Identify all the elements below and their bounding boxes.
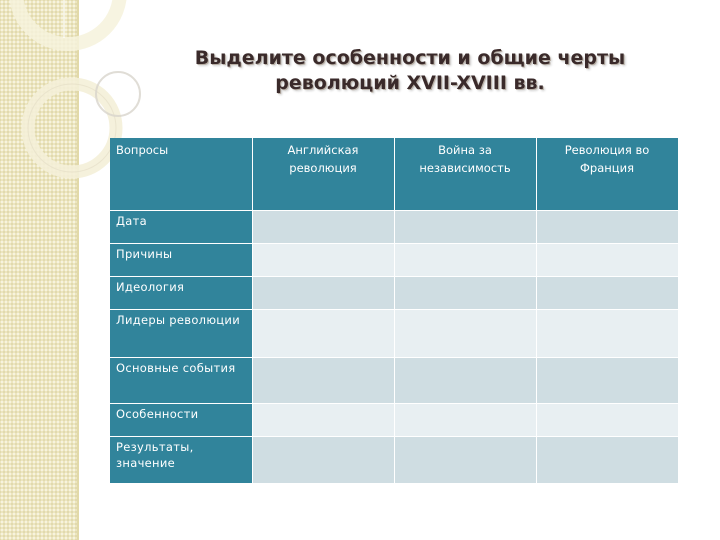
row-header-causes: Причины (110, 244, 252, 277)
row-header-results: Результаты, значение (110, 437, 252, 484)
column-header-english-revolution: Английская революция (252, 138, 394, 211)
table-row (110, 437, 678, 484)
row-header-ideology: Идеология (110, 277, 252, 310)
table-cell (394, 310, 536, 358)
table-cell (536, 358, 678, 404)
table-cell (252, 310, 394, 358)
table-cell (536, 310, 678, 358)
table-cell (252, 211, 394, 244)
table-cell (252, 404, 394, 437)
table-cell (536, 277, 678, 310)
column-header-questions: Вопросы (110, 138, 252, 211)
table-cell (252, 437, 394, 484)
table-row (110, 404, 678, 437)
row-header-leaders: Лидеры революции (110, 310, 252, 358)
table-header-row (110, 138, 678, 211)
table-cell (536, 244, 678, 277)
table-row (110, 244, 678, 277)
table-row (110, 277, 678, 310)
row-header-features: Особенности (110, 404, 252, 437)
table-cell (394, 437, 536, 484)
table-cell (536, 211, 678, 244)
table-cell (536, 437, 678, 484)
table-cell (252, 358, 394, 404)
column-header-war-of-independence: Война за независимость (394, 138, 536, 211)
table-row (110, 310, 678, 358)
table-cell (394, 277, 536, 310)
comparison-table (110, 138, 679, 484)
slide-title (110, 46, 710, 96)
table-row (110, 211, 678, 244)
row-header-main-events: Основные события (110, 358, 252, 404)
table-cell (394, 244, 536, 277)
slide-title-line-2: революций XVII-XVIII вв. (275, 72, 545, 94)
slide-title-line-1: Выделите особенности и общие черты (194, 47, 626, 69)
table-cell (394, 404, 536, 437)
column-header-french-revolution: Революция во Франция (536, 138, 678, 211)
row-header-date: Дата (110, 211, 252, 244)
table-cell (536, 404, 678, 437)
table-cell (394, 358, 536, 404)
table-row (110, 358, 678, 404)
table-cell (252, 277, 394, 310)
table-cell (394, 211, 536, 244)
table-cell (252, 244, 394, 277)
